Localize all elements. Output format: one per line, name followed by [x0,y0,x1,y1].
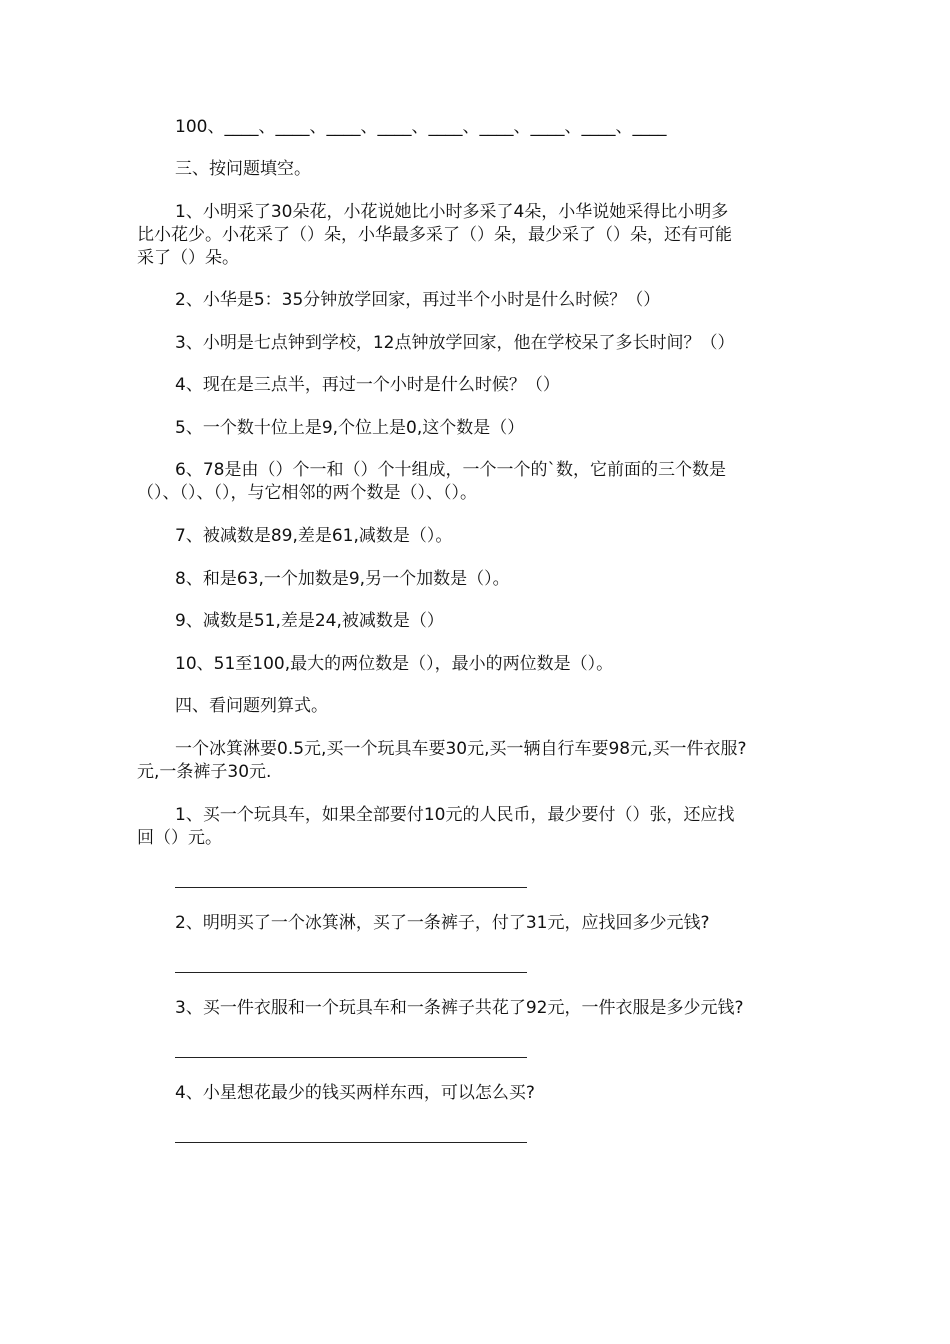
section-four-heading: 四、看问题列算式。 [175,696,328,716]
question-10: 10、51至100,最大的两位数是（），最小的两位数是（）。 [175,654,614,674]
question-1-line-3: 采了（）朵。 [137,248,239,268]
word-problem-2: 2、明明买了一个冰箕淋，买了一条裤子，付了31元，应找回多少元钱? [175,913,710,933]
question-2: 2、小华是5：35分钟放学回家，再过半个小时是什么时候？（） [175,290,661,310]
answer-line-3[interactable] [175,1057,527,1058]
price-info-line-1: 一个冰箕淋要0.5元,买一个玩具车要30元,买一辆自行车要98元,买一件衣服? [175,739,747,759]
word-problem-4: 4、小星想花最少的钱买两样东西，可以怎么买? [175,1083,535,1103]
question-8: 8、和是63,一个加数是9,另一个加数是（）。 [175,569,510,589]
question-1-line-2: 比小花少。小花采了（）朵，小华最多采了（）朵，最少采了（）朵，还有可能 [137,225,732,245]
question-4: 4、现在是三点半，再过一个小时是什么时候？（） [175,375,560,395]
answer-line-1[interactable] [175,887,527,888]
word-problem-1-line-2: 回（）元。 [137,828,222,848]
word-problem-1-line-1: 1、买一个玩具车，如果全部要付10元的人民币，最少要付（）张，还应找 [175,805,735,825]
answer-line-4[interactable] [175,1142,527,1143]
question-7: 7、被减数是89,差是61,减数是（）。 [175,526,453,546]
question-6-line-1: 6、78是由（）个一和（）个十组成，一个一个的`数，它前面的三个数是 [175,460,726,480]
question-6-line-2: （）、（）、（），与它相邻的两个数是（）、（）。 [137,483,477,503]
answer-line-2[interactable] [175,972,527,973]
number-sequence-line: 100、____、____、____、____、____、____、____、____、____ [175,117,667,137]
question-5: 5、一个数十位上是9,个位上是0,这个数是（） [175,418,525,438]
section-three-heading: 三、按问题填空。 [175,159,311,179]
price-info-line-2: 元,一条裤子30元. [137,762,272,782]
question-1-line-1: 1、小明采了30朵花，小花说她比小时多采了4朵，小华说她采得比小明多 [175,202,729,222]
question-9: 9、减数是51,差是24,被减数是（） [175,611,444,631]
word-problem-3: 3、买一件衣服和一个玩具车和一条裤子共花了92元，一件衣服是多少元钱? [175,998,744,1018]
question-3: 3、小明是七点钟到学校，12点钟放学回家，他在学校呆了多长时间？（） [175,333,735,353]
